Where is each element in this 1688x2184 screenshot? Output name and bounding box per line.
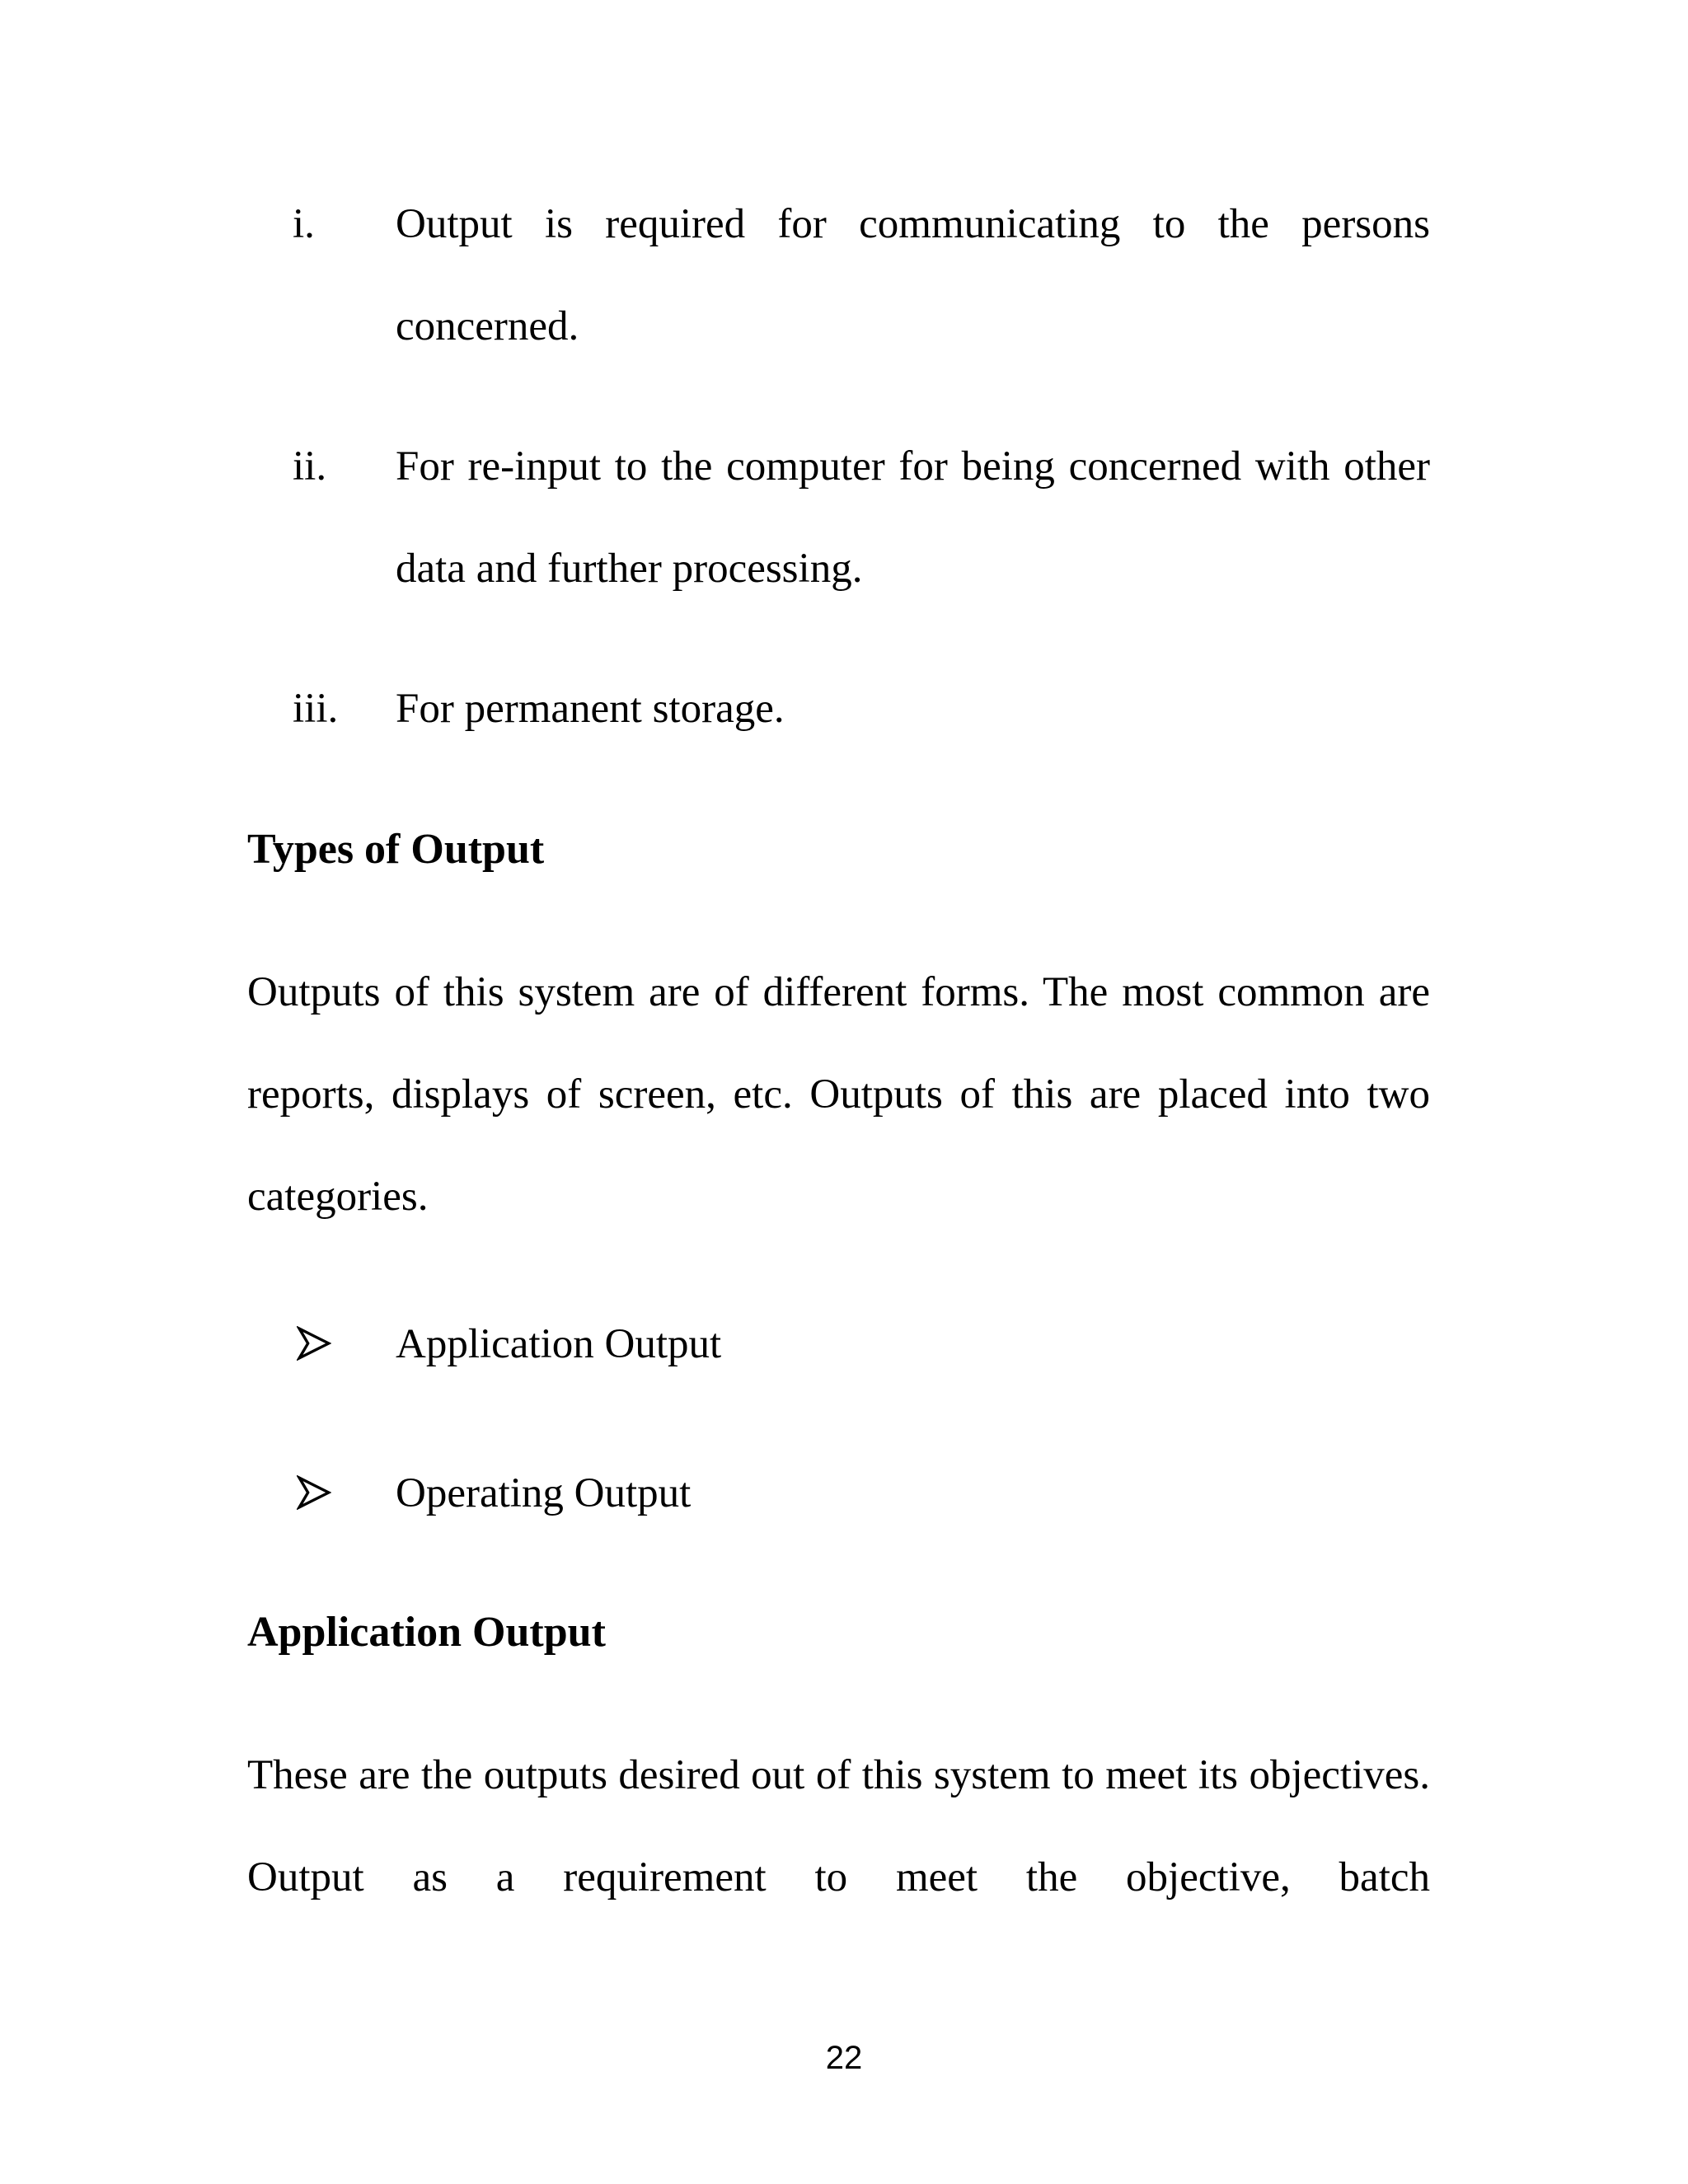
bullet-item: Application Output xyxy=(396,1321,722,1367)
list-item-text: Output is required for communicating to the persons concerned. xyxy=(396,201,1430,349)
arrowhead-bullet-icon xyxy=(297,1475,331,1510)
bullet-item: Operating Output xyxy=(396,1470,692,1516)
list-marker: iii. xyxy=(293,686,339,732)
section-paragraph: These are the outputs desired out of this system to meet its objectives. Output as a requirement to meet the objective, batch xyxy=(247,1752,1430,1900)
arrowhead-bullet-icon xyxy=(297,1326,331,1361)
list-marker: ii. xyxy=(293,443,327,490)
list-marker: i. xyxy=(293,201,315,247)
list-item-text: For re-input to the computer for being concerned with other data and further processing. xyxy=(396,443,1430,592)
page-number: 22 xyxy=(825,2040,863,2076)
section-heading: Types of Output xyxy=(247,826,545,873)
list-item-text: For permanent storage. xyxy=(396,686,785,732)
section-paragraph: Outputs of this system are of different forms. The most common are reports, displays of screen, etc. Outputs of this are placed into two categories. xyxy=(247,969,1430,1220)
section-heading: Application Output xyxy=(247,1609,606,1656)
